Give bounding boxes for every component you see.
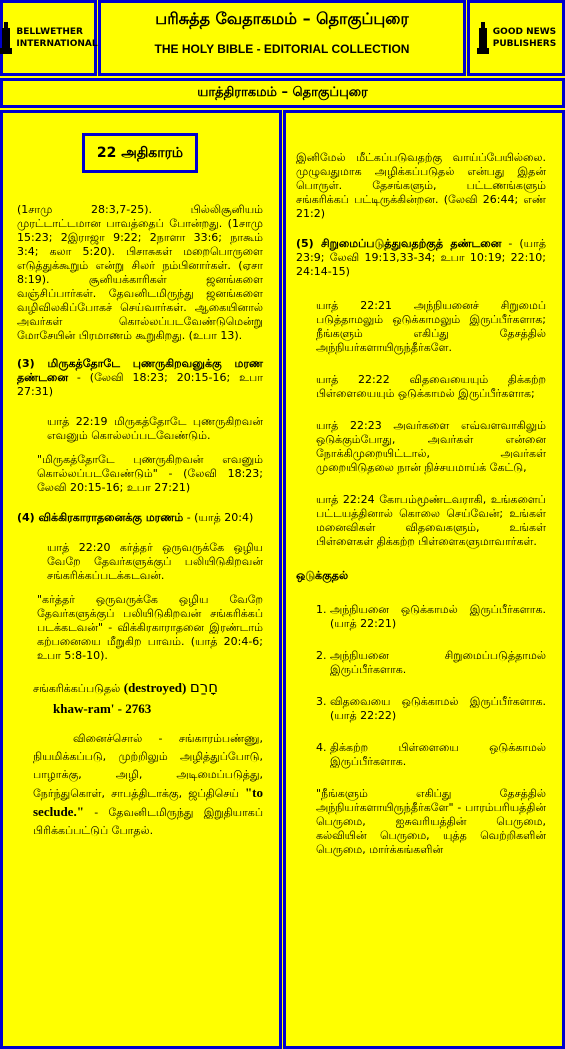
verb-tail: - தேவனிடமிருந்து இறுதியாகப் பிரிக்கப்பட்டுப் போதல். (33, 806, 264, 837)
lamp-icon (0, 20, 13, 56)
word-tamil: சங்கரிக்கப்படுதல் (33, 682, 121, 695)
bellwether-logo (0, 0, 97, 76)
good-news-logo (467, 0, 565, 76)
section-4-heading (17, 511, 263, 525)
verse-22-20: யாத் 22:20 கர்த்தர் ஒருவருக்கே ஒழிய வேறே தேவர்களுக்குப் பலியிடுகிறவன் சங்கரிக்கப்படக்கடவன். (47, 541, 263, 582)
logo-line-1: BELLWETHER (16, 27, 83, 37)
list-item: 2. அந்நியனை சிறுமைப்படுத்தாமல் இருப்பீர்களாக. (330, 649, 546, 677)
word-english: (destroyed) (123, 680, 187, 695)
section-3-quote: "மிருகத்தோடே புணருகிறவன் எவனும் கொல்லப்படவேண்டும்" - (லேவி 18:23; லேவி 20:15-16; உபா 27:21) (37, 453, 263, 494)
section-4-title: (4) விக்கிரகாராதனைக்கு மரணம் (17, 511, 184, 524)
verb-english: "to seclude." (33, 785, 264, 819)
verse-22-22: யாத் 22:22 விதவையையும் திக்கற்ற பிள்ளையையும் ஒடுக்காமல் இருப்பீர்களாக; (316, 373, 546, 400)
word-hebrew: חָרַם (189, 678, 219, 696)
verse-22-23: யாத் 22:23 அவர்களை எவ்வளவாகிலும் ஒடுக்கும்போது, அவர்கள் என்னை நோக்கிமுறையிட்டால், அவர்கள் முறையிடுதலை நான் நிச்சயமாய்க் கேட்டு, (316, 419, 546, 474)
logo-line-1: GOOD NEWS (492, 27, 557, 37)
section-3-heading (17, 357, 263, 399)
page-title-english: THE HOLY BIBLE - EDITORIAL COLLECTION (154, 42, 410, 56)
section-4-ref: - (யாத் 20:4) (186, 511, 254, 524)
closing-paragraph: "நீங்களும் எகிப்து தேசத்தில் அந்நியர்களாயிருந்தீர்களே" - பாரம்பரியத்தின் பெருமை, ஐசுவரியத்தின் பெருமை, கல்வியின் பெருமை, யுத்த வெற்றிகளின் பெருமை, மார்க்கங்களின் (316, 787, 546, 856)
oppression-title: ஒடுக்குதல் (296, 569, 349, 582)
subtitle-text: யாத்திராகமம் – தொகுப்புரை (197, 85, 368, 100)
list-item: 1. அந்நியனை ஒடுக்காமல் இருப்பீர்களாக. (யாத் 22:21) (330, 603, 546, 631)
section-4-quote: "கர்த்தர் ஒருவருக்கே ஒழிய வேறே தேவர்களுக்குப் பலியிடுகிறவன் சங்கரிக்கப் படக்கடவன்" - விக்கிரகாராதனை இரண்டாம் கற்பனையை மீறுகிற பாவம். (யாத் 20:4-6; உபா 5:8-10). (37, 593, 263, 662)
right-column (283, 110, 565, 1049)
right-intro: இனிமேல் மீட்கப்படுவதற்கு வாய்ப்பேயில்லை. முழுவதுமாக அழிக்கப்படுதல் என்பது இதன் பொருள். தேசங்களும், பட்டணங்களும் சங்கரிக்கப் பட்டிருக்கின்றன. (லேவி 26:44; எண் 21:2) (296, 151, 546, 220)
logo-line-2: PUBLISHERS (492, 39, 557, 49)
logo-line-2: INTERNATIONAL (16, 39, 98, 49)
verse-22-19: யாத் 22:19 மிருகத்தோடே புணருகிறவன் எவனும் கொல்லப்படவேண்டும். (47, 415, 263, 442)
section-3-ref: - (லேவி 18:23; 20:15-16; உபா 27:31) (17, 371, 263, 398)
verb-label: வினைச்சொல் (73, 732, 143, 745)
lamp-icon (476, 20, 490, 56)
section-5-ref: - (யாத் 23:9; லேவி 19:13,33-34; உபா 10:19; 22:10; 24:14-15) (296, 237, 546, 278)
left-column (0, 110, 282, 1049)
verse-22-24: யாத் 22:24 கோபம்மூண்டவராகி, உங்களைப் பட்டயத்தினால் கொலை செய்வேன்; உங்கள் மனைவிகள் விதவைகளும், உங்கள் பிள்ளைகள் திக்கற்ற பிள்ளைகளுமாவார்கள். (316, 493, 546, 548)
section-3-title: (3) மிருகத்தோடே புணருகிறவனுக்கு மரண தண்டனை (17, 357, 263, 384)
section-5-title: (5) சிறுமைப்படுத்துவதற்குத் தண்டனை (296, 237, 502, 250)
list-item: 4. திக்கற்ற பிள்ளையை ஒடுக்காமல் இருப்பீர்களாக. (330, 741, 546, 769)
oppression-list (296, 603, 546, 769)
header-title-box (98, 0, 466, 76)
verb-definition (17, 730, 263, 840)
section-5-heading (296, 237, 546, 279)
word-transliteration: khaw-ram' - 2763 (53, 701, 152, 716)
chapter-heading (82, 133, 198, 173)
word-study (17, 677, 263, 720)
verse-22-21: யாத் 22:21 அந்நியனைச் சிறுமைப் படுத்தாமலும் ஒடுக்காமலும் இருப்பீர்களாக; நீங்களும் எகிப்து தேசத்தில் அந்நியர்களாயிருந்தீர்களே. (316, 299, 546, 354)
chapter-label: 22 அதிகாரம் (96, 145, 184, 161)
section-subtitle (0, 78, 565, 108)
intro-paragraph: (1சாமு 28:3,7-25). பில்லிசூனியம் முரட்டாட்டமான பாவத்தைப் போன்றது. (1சாமு 15:23; 2இராஜா 9:22; 2நாளா 33:6; நாகூம் 3:4; கலா 5:20). பிசாசுகள் மறைபொருளை எடுத்துக்கூறும் என்று சிலர் நம்பினார்கள். (ஏசா 8:19). சூனியக்காரிகள் ஜனங்களை வஞ்சிப்பார்கள். தேவனிடமிருந்து ஜனங்களை வழிவிலகிப்போகச் செய்வார்கள். ஆகையினால் அவர்கள் கொல்லப்படவேண்டுமென்று மோசேயின் பிரமாணம் கூறுகிறது. (உபா 13). (17, 203, 263, 342)
verb-text: - சங்காரம்பண்ணு, நியமிக்கப்படு, முற்றிலும் அழித்துப்போடு, பாழாக்கு, அழி, அடிமைப்படுத்து, நேர்ந்துகொள், சாபத்திடாக்கு, ஜப்திசெய் (33, 732, 263, 800)
page-title-tamil: பரிசுத்த வேதாகமம் – தொகுப்புரை (155, 9, 409, 28)
list-item: 3. விதவையை ஒடுக்காமல் இருப்பீர்களாக. (யாத் 22:22) (330, 695, 546, 723)
